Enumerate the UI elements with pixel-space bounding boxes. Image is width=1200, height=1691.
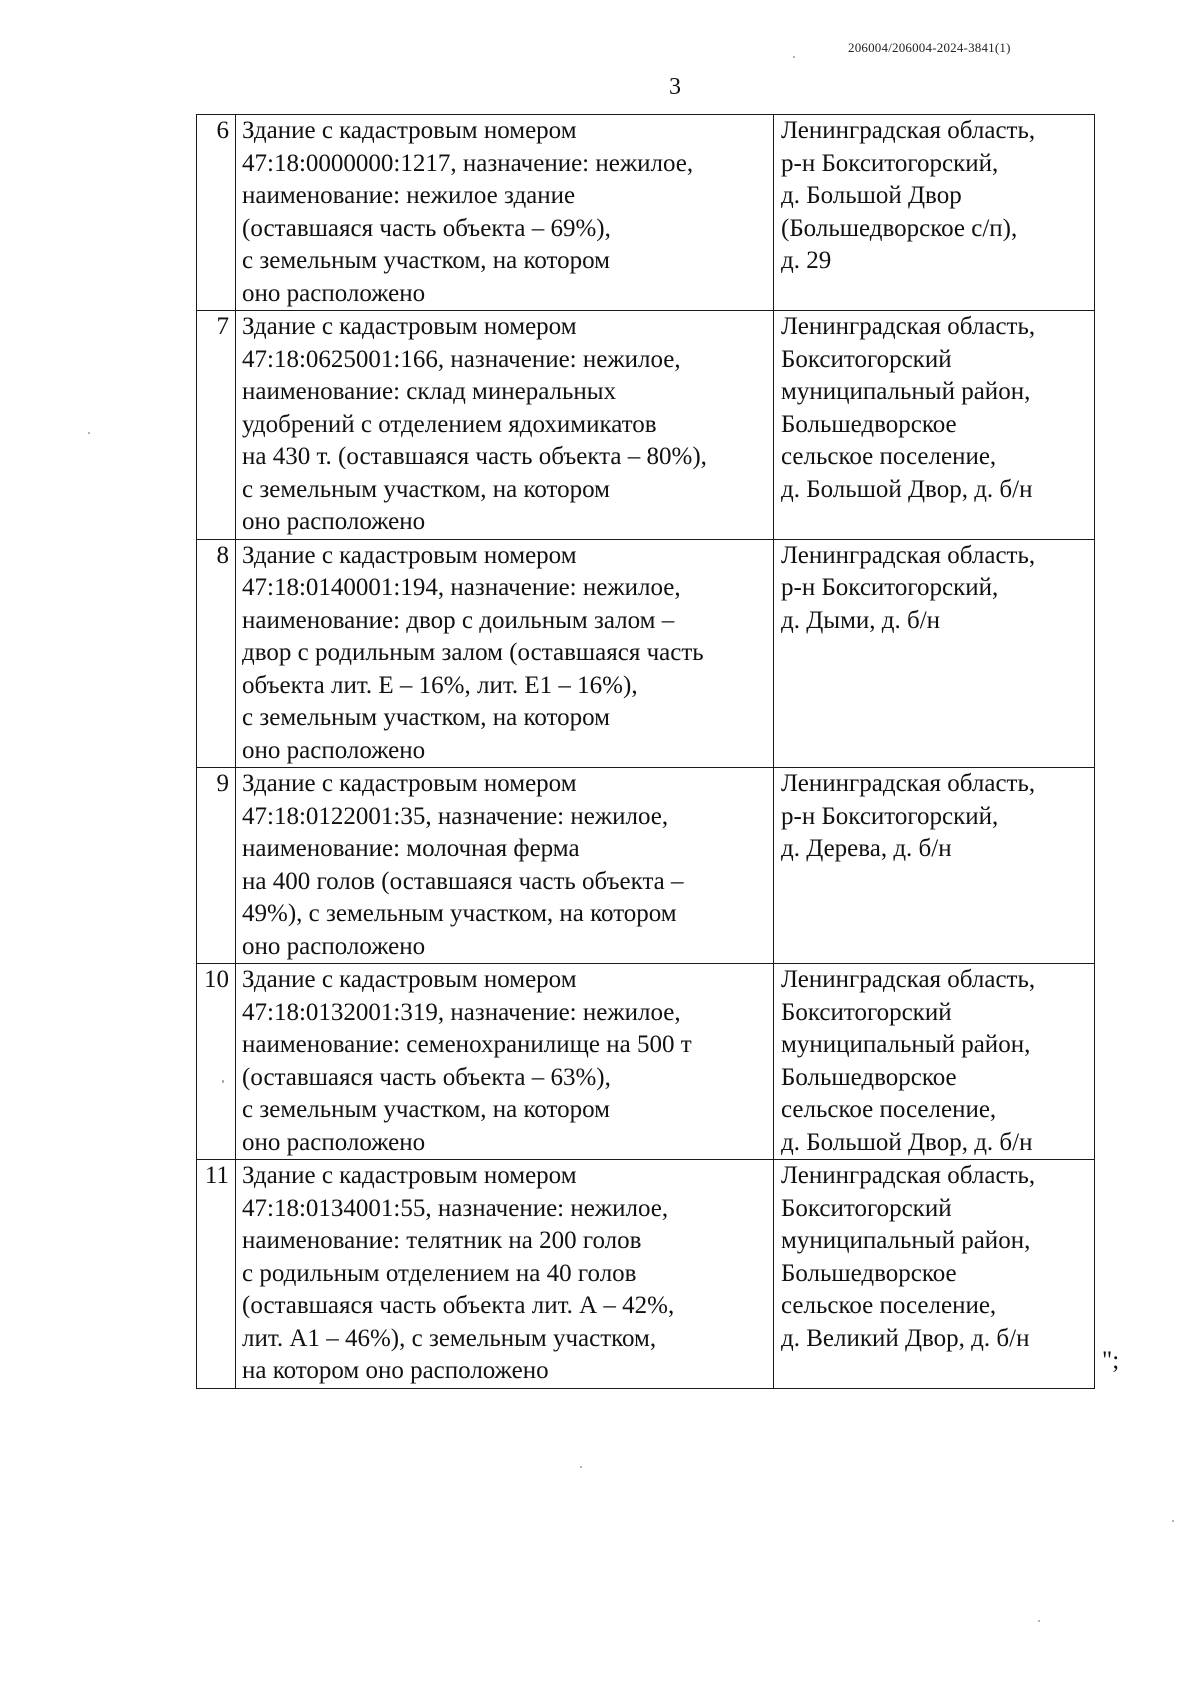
object-address-line: Ленинградская область, <box>781 770 1036 797</box>
table-row <box>197 964 1095 1160</box>
object-address-line: Ленинградская область, <box>781 541 1036 569</box>
object-description-line: оно расположено <box>242 508 426 535</box>
object-description-cell <box>236 768 774 964</box>
object-address-line: сельское поселение, <box>781 443 997 470</box>
table-row <box>197 1160 1095 1389</box>
object-description-line: 47:18:0122001:35, назначение: нежилое, <box>242 802 669 830</box>
row-number: 7 <box>197 311 236 540</box>
row-number: 11 <box>197 1160 236 1389</box>
object-address-line: р-н Бокситогорский, <box>781 149 999 177</box>
object-description-line: Здание с кадастровым номером <box>242 313 577 340</box>
object-address-line: Ленинградская область, <box>781 313 1036 340</box>
object-description-line: с земельным участком, на котором <box>242 704 610 731</box>
object-address-line: Бокситогорский <box>781 1194 952 1222</box>
row-number: 10 <box>197 964 236 1160</box>
table-row <box>197 311 1095 540</box>
row-number: 6 <box>197 115 236 311</box>
object-address-line: р-н Бокситогорский, <box>781 802 999 830</box>
object-description-cell <box>236 539 774 768</box>
object-description-line: с родильным отделением на 40 голов <box>242 1259 637 1287</box>
object-address-cell <box>774 311 1095 540</box>
object-address-line: д. Большой Двор, д. б/н <box>781 475 1033 503</box>
object-address-cell <box>774 964 1095 1160</box>
object-address-line: д. Большой Двор <box>781 182 962 209</box>
scan-speck <box>1038 1620 1040 1622</box>
object-description-line: оно расположено <box>242 736 426 764</box>
object-description-cell <box>236 115 774 311</box>
object-description-line: с земельным участком, на котором <box>242 1096 610 1123</box>
object-description-line: Здание с кадастровым номером <box>242 1162 577 1189</box>
object-description-cell <box>236 311 774 540</box>
scan-speck <box>1172 1520 1174 1522</box>
object-address-line: Ленинградская область, <box>781 117 1036 144</box>
closing-quote-mark: "; <box>1102 1347 1120 1374</box>
object-description-line: (оставшаяся часть объекта лит. А – 42%, <box>242 1292 675 1319</box>
object-description-line: на 430 т. (оставшаяся часть объекта – 80%), <box>242 443 707 470</box>
object-address-line: муниципальный район, <box>781 1031 1031 1058</box>
object-address-line: д. 29 <box>781 247 832 274</box>
object-description-line: наименование: телятник на 200 голов <box>242 1227 642 1254</box>
object-description-line: наименование: двор с доильным залом – <box>242 606 675 634</box>
object-address-cell <box>774 1160 1095 1389</box>
property-table-body <box>197 115 1095 1389</box>
object-address-cell <box>774 768 1095 964</box>
object-address-line: Ленинградская область, <box>781 966 1036 993</box>
object-address-line: сельское поселение, <box>781 1096 997 1123</box>
object-description-line: на котором оно расположено <box>242 1357 549 1384</box>
object-description-line: Здание с кадастровым номером <box>242 541 577 569</box>
object-address-line: (Большедворское с/п), <box>781 214 1018 242</box>
object-address-line: сельское поселение, <box>781 1292 997 1319</box>
object-description-line: удобрений с отделением ядохимикатов <box>242 410 657 438</box>
object-address-cell <box>774 539 1095 768</box>
object-address-line: Бокситогорский <box>781 998 952 1026</box>
scan-speck <box>222 1080 224 1083</box>
object-address-line: муниципальный район, <box>781 378 1031 405</box>
scan-speck <box>88 432 90 434</box>
object-address-cell <box>774 115 1095 311</box>
row-number: 9 <box>197 768 236 964</box>
object-address-line: Большедворское <box>781 1063 957 1091</box>
object-description-line: 47:18:0132001:319, назначение: нежилое, <box>242 998 681 1026</box>
object-description-line: оно расположено <box>242 279 426 307</box>
object-description-line: Здание с кадастровым номером <box>242 117 577 144</box>
object-description-line: Здание с кадастровым номером <box>242 770 577 797</box>
object-description-line: 47:18:0140001:194, назначение: нежилое, <box>242 574 681 601</box>
object-description-line: Здание с кадастровым номером <box>242 966 577 993</box>
object-description-line: наименование: нежилое здание <box>242 182 576 209</box>
object-description-line: 47:18:0625001:166, назначение: нежилое, <box>242 345 681 373</box>
object-description-line: (оставшаяся часть объекта – 63%), <box>242 1063 611 1091</box>
object-description-line: наименование: семенохранилище на 500 т <box>242 1031 692 1058</box>
object-description-line: с земельным участком, на котором <box>242 247 610 274</box>
property-table <box>196 114 1095 1389</box>
object-address-line: д. Дыми, д. б/н <box>781 606 941 634</box>
row-number: 8 <box>197 539 236 768</box>
object-address-line: Большедворское <box>781 410 957 438</box>
object-address-line: Большедворское <box>781 1259 957 1287</box>
table-row <box>197 115 1095 311</box>
object-description-cell <box>236 964 774 1160</box>
object-description-line: оно расположено <box>242 1128 426 1156</box>
object-description-line: двор с родильным залом (оставшаяся часть <box>242 639 704 666</box>
object-address-line: д. Дерева, д. б/н <box>781 835 952 862</box>
scan-speck <box>580 1466 582 1468</box>
table-row <box>197 768 1095 964</box>
object-description-line: 49%), с земельным участком, на котором <box>242 900 677 927</box>
object-address-line: д. Большой Двор, д. б/н <box>781 1128 1033 1156</box>
object-address-line: Бокситогорский <box>781 345 952 373</box>
scan-speck <box>793 56 795 58</box>
object-description-line: (оставшаяся часть объекта – 69%), <box>242 214 611 242</box>
object-description-line: 47:18:0134001:55, назначение: нежилое, <box>242 1194 669 1222</box>
object-description-line: объекта лит. Е – 16%, лит. Е1 – 16%), <box>242 671 638 699</box>
page-number: 3 <box>669 74 681 100</box>
object-address-line: Ленинградская область, <box>781 1162 1036 1189</box>
object-description-line: с земельным участком, на котором <box>242 475 610 503</box>
object-address-line: р-н Бокситогорский, <box>781 574 999 601</box>
object-description-line: лит. А1 – 46%), с земельным участком, <box>242 1324 657 1352</box>
object-address-line: д. Великий Двор, д. б/н <box>781 1324 1030 1352</box>
object-description-cell <box>236 1160 774 1389</box>
object-address-line: муниципальный район, <box>781 1227 1031 1254</box>
object-description-line: оно расположено <box>242 932 426 960</box>
object-description-line: 47:18:0000000:1217, назначение: нежилое, <box>242 149 694 177</box>
object-description-line: наименование: склад минеральных <box>242 378 617 405</box>
object-description-line: на 400 голов (оставшаяся часть объекта – <box>242 867 684 895</box>
table-row <box>197 539 1095 768</box>
object-description-line: наименование: молочная ферма <box>242 835 580 862</box>
document-registration-number: 206004/206004-2024-3841(1) <box>848 40 1011 55</box>
